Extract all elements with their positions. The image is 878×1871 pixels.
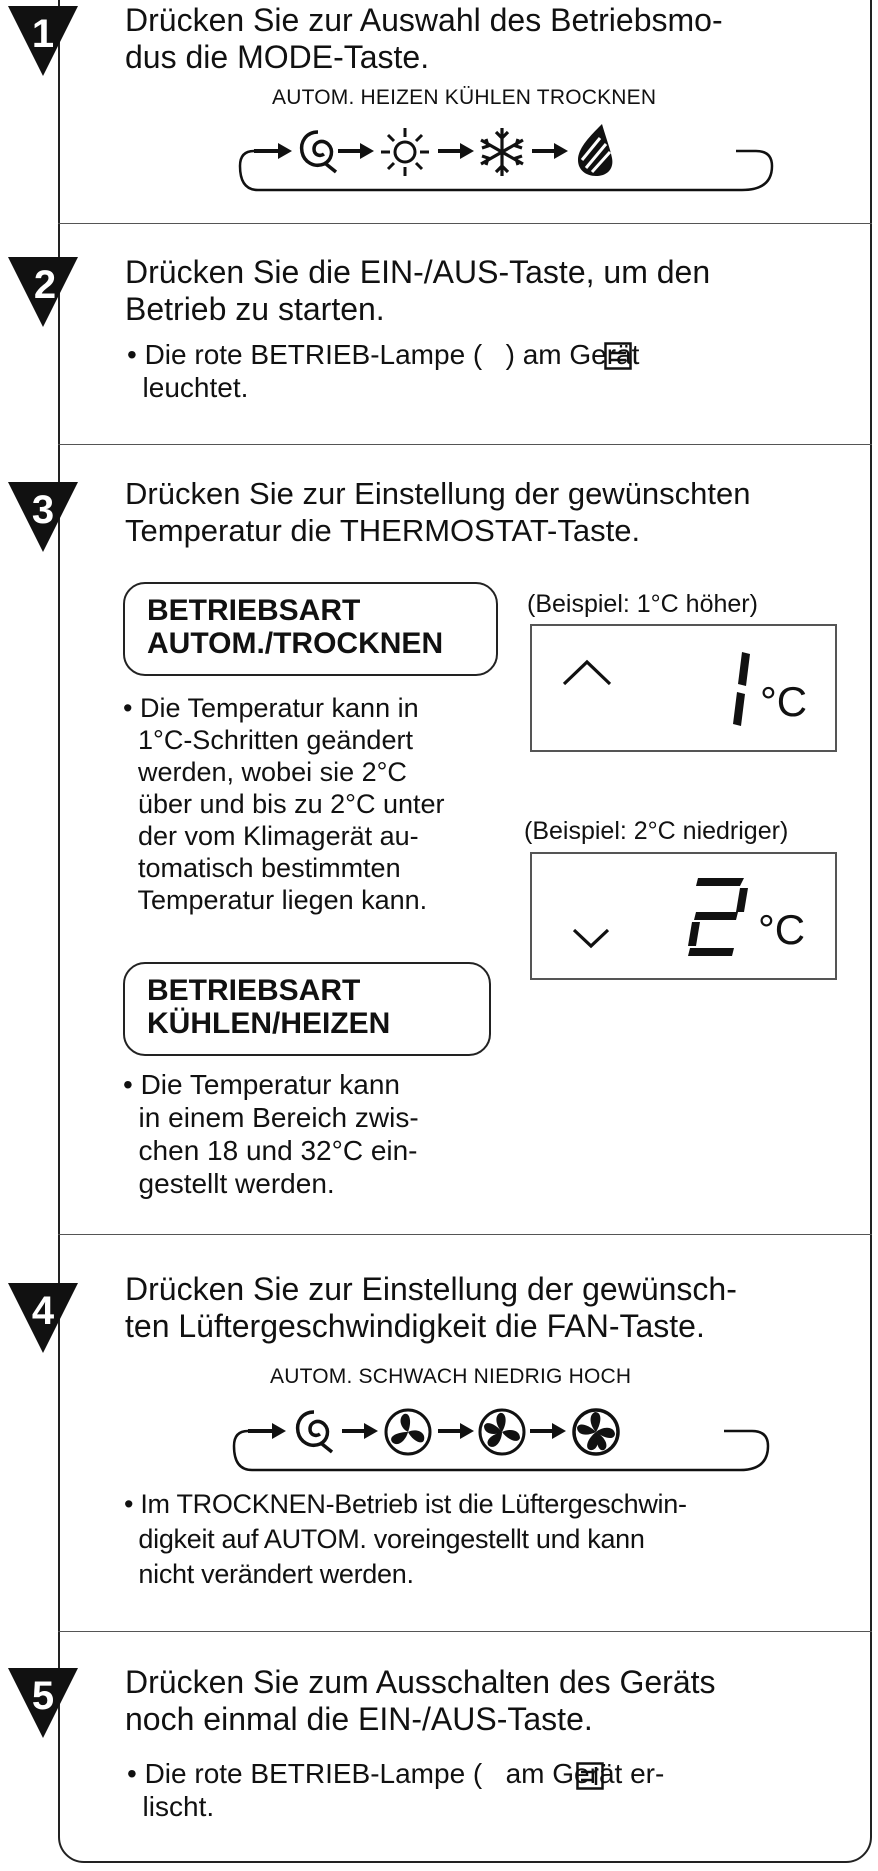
fan-high-icon [570,1406,622,1458]
example-up-caption: (Beispiel: 1°C höher) [527,590,758,618]
mode-cool-heat-label: BETRIEBSART KÜHLEN/HEIZEN [123,962,491,1056]
section-divider [58,1631,872,1632]
mode-cycle-labels: AUTOM. HEIZEN KÜHLEN TROCKNEN [272,86,657,109]
step-1-heading: Drücken Sie zur Auswahl des Betriebsmo- dus die MODE-Taste. [125,2,723,75]
step-2-heading: Drücken Sie die EIN-/AUS-Taste, um den Betrieb zu starten. [125,254,711,327]
example-up-display [530,624,837,752]
down-arrow-icon [570,926,612,950]
snowflake-icon [476,126,528,178]
section-divider [58,223,872,224]
mode-auto-dry-label: BETRIEBSART AUTOM./TROCKNEN [123,582,498,676]
fan-cycle-diagram [230,1398,770,1474]
lcd-digit-1 [722,650,758,730]
step-number: 1 [31,12,55,56]
step-4-heading: Drücken Sie zur Einstellung der gewünsch- ten Lüftergeschwindigkeit die FAN-Taste. [125,1271,737,1344]
mode-auto-dry-note: • Die Temperatur kann in 1°C-Schritten geändert werden, wobei sie 2°C über und bis zu 2°C unter der vom Klimagerät au- tomatisch bestimmten Temperatur liegen kann. [123,693,445,915]
step-3-heading: Drücken Sie zur Einstellung der gewünschten Temperatur die THERMOSTAT-Taste. [125,476,751,548]
unit-celsius: °C [758,906,806,953]
dry-drop-icon [572,122,618,178]
step-5-note: • Die rote BETRIEB-Lampe ( am Gerät er- lischt. [127,1758,665,1822]
unit-celsius: °C [760,678,808,725]
example-down-caption: (Beispiel: 2°C niedriger) [524,817,789,845]
step-5-heading: Drücken Sie zum Ausschalten des Geräts noch einmal die EIN-/AUS-Taste. [125,1664,716,1737]
fan-low-icon [382,1406,434,1458]
section-divider [58,1234,872,1235]
section-divider [58,444,872,445]
step-2-note: • Die rote BETRIEB-Lampe ( ) am Gerät leuchtet. [127,339,640,403]
sun-icon [378,126,432,178]
example-down-display [530,852,837,980]
step-4-note: • Im TROCKNEN-Betrieb ist die Lüftergeschwin- digkeit auf AUTOM. voreingestellt und kann nicht verändert werden. [124,1489,687,1589]
mode-cool-heat-note: • Die Temperatur kann in einem Bereich zwis- chen 18 und 32°C ein- gestellt werden. [123,1069,419,1199]
lcd-digit-2 [684,874,754,958]
lamp-off-icon [576,1762,604,1790]
step-number: 5 [31,1674,55,1718]
step-number: 3 [31,488,55,532]
auto-icon [292,1408,336,1454]
step-number: 4 [31,1289,55,1333]
step-number: 2 [33,263,57,307]
fan-mid-icon [476,1406,528,1458]
fan-cycle-labels: AUTOM. SCHWACH NIEDRIG HOCH [270,1365,632,1388]
auto-icon [296,128,340,174]
mode-cycle-diagram [236,118,776,194]
lamp-on-icon [604,342,632,370]
up-arrow-icon [560,658,614,688]
